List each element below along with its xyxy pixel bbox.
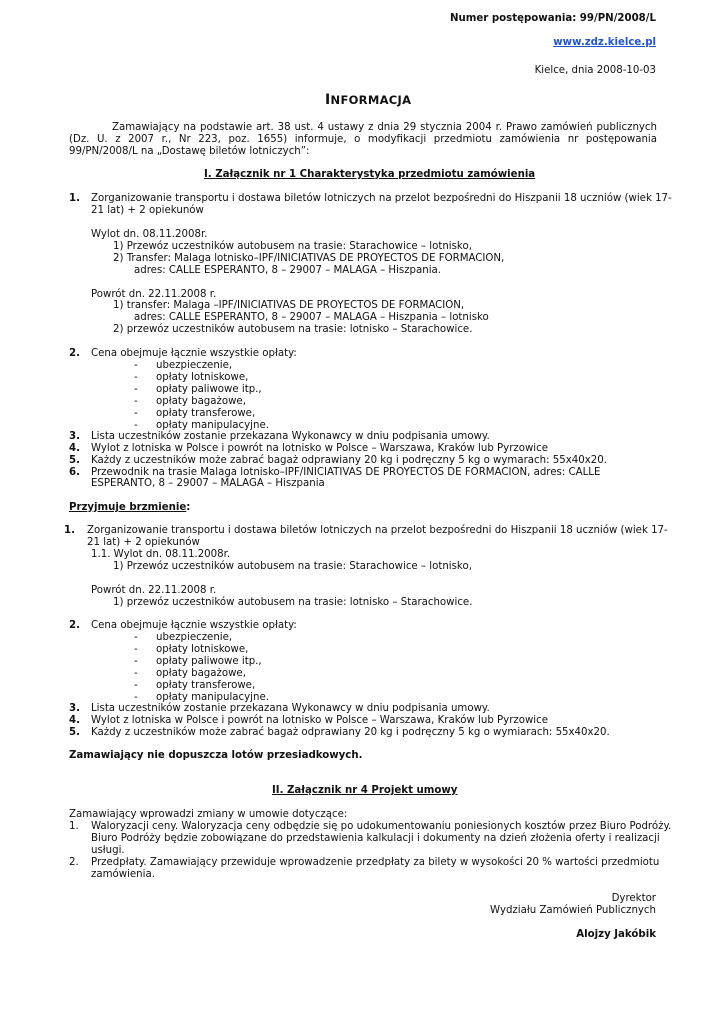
accepted-return-label: Powrót dn. 22.11.2008 r. — [91, 585, 217, 596]
accepted-item2-text: Cena obejmuje łącznie wszystkie opłaty: — [91, 620, 297, 631]
section1-item1-number: 1. — [69, 193, 80, 204]
section1-item6-number: 6. — [69, 467, 80, 478]
signature-name: Alojzy Jakóbik — [576, 929, 656, 940]
section2-intro: Zamawiający wprowadzi zmiany w umowie dotyczące: — [69, 809, 348, 820]
section2-item1-line1: Waloryzacji ceny. Waloryzacja ceny odbędzie się po udokumentowaniu poniesionych kosztów przez Biuro Podróży. — [91, 821, 672, 832]
accepted-fee-item: opłaty bagażowe, — [156, 668, 246, 679]
section1-fee-item: opłaty lotniskowe, — [156, 372, 249, 383]
signature-department: Wydziału Zamówień Publicznych — [490, 905, 656, 916]
section1-item1-line2: 21 lat) + 2 opiekunów — [91, 205, 204, 216]
list-dash: - — [134, 372, 138, 383]
section1-departure-label: Wylot dn. 08.11.2008r. — [91, 229, 208, 240]
accepted-return-step1: 1) przewóz uczestników autobusem na trasie: lotnisko – Starachowice. — [113, 597, 473, 608]
accepted-item1-line2: 21 lat) + 2 opiekunów — [87, 537, 200, 548]
section1-departure-step2: 2) Transfer: Malaga lotnisko–IPF/INICIATIVAS DE PROYECTOS DE FORMACION, — [113, 253, 505, 264]
list-dash: - — [134, 692, 138, 703]
section1-fee-item: ubezpieczenie, — [156, 360, 233, 371]
section1-return-step1: 1) transfer: Malaga –IPF/INICIATIVAS DE PROYECTOS DE FORMACION, — [113, 300, 465, 311]
no-transfers-notice: Zamawiający nie dopuszcza lotów przesiadkowych. — [69, 750, 363, 761]
list-dash: - — [134, 656, 138, 667]
section1-item1-line1: Zorganizowanie transportu i dostawa biletów lotniczych na przelot bezpośredni do Hiszpanii 18 uczniów (wiek 17- — [91, 193, 672, 204]
accepted-item1-number: 1. — [64, 525, 75, 536]
list-dash: - — [134, 360, 138, 371]
section2-item1-line2: Biuro Podróży będzie zobowiązane do przedstawienia kalkulacji i dokumenty na dzień złożenia oferty i realizacji — [91, 833, 660, 844]
section1-heading: I. Załącznik nr 1 Charakterystyka przedmiotu zamówienia — [204, 169, 536, 180]
signature-role: Dyrektor — [611, 893, 656, 904]
section1-item2-number: 2. — [69, 348, 80, 359]
section2-item1-line3: usługi. — [91, 845, 125, 856]
accepted-fee-item: opłaty transferowe, — [156, 680, 256, 691]
list-dash: - — [134, 420, 138, 431]
document-title: INFORMACJA — [325, 92, 412, 108]
accepted-item4-number: 4. — [69, 715, 80, 726]
list-dash: - — [134, 632, 138, 643]
accepted-departure-step1: 1) Przewóz uczestników autobusem na trasie: Starachowice – lotnisko, — [113, 561, 472, 572]
section2-heading: II. Załącznik nr 4 Projekt umowy — [272, 785, 458, 796]
section1-item4-text: Wylot z lotniska w Polsce i powrót na lotnisko w Polsce – Warszawa, Kraków lub Pyrzowice — [91, 443, 548, 454]
intro-paragraph: Zamawiający na podstawie art. 38 ust. 4 ustawy z dnia 29 stycznia 2004 r. Prawo zamówień publicznych (Dz. U. z 2007 r., Nr 223, poz. 1655) informuje, o modyfikacji przedmiotu zamówienia nr postępowania 99/PN/2008/L na „Dostawę biletów lotniczych”: — [69, 122, 657, 157]
case-number: Numer postępowania: 99/PN/2008/L — [449, 13, 656, 24]
accepted-item3-number: 3. — [69, 703, 80, 714]
accepted-item1-line1: Zorganizowanie transportu i dostawa biletów lotniczych na przelot bezpośredni do Hiszpanii 18 uczniów (wiek 17- — [87, 525, 668, 536]
accepted-item3-text: Lista uczestników zostanie przekazana Wykonawcy w dniu podpisania umowy. — [91, 703, 490, 714]
section1-fee-item: opłaty manipulacyjne. — [156, 420, 269, 431]
accepted-fee-item: opłaty lotniskowe, — [156, 644, 249, 655]
section2-item2-line1: Przedpłaty. Zamawiający przewiduje wprowadzenie przedpłaty za bilety w wysokości 20 % wartości przedmiotu — [91, 857, 660, 868]
section1-item6-line1: Przewodnik na trasie Malaga lotnisko–IPF/INICIATIVAS DE PROYECTOS DE FORMACION, adres: CALLE — [91, 467, 601, 478]
list-dash: - — [134, 408, 138, 419]
section1-departure-step1: 1) Przewóz uczestników autobusem na trasie: Starachowice – lotnisko, — [113, 241, 472, 252]
accepted-fee-item: opłaty paliwowe itp., — [156, 656, 262, 667]
section2-item2-line2: zamówienia. — [91, 869, 155, 880]
section1-return-step2: 2) przewóz uczestników autobusem na trasie: lotnisko – Starachowice. — [113, 324, 473, 335]
list-dash: - — [134, 644, 138, 655]
accepted-fee-item: opłaty manipulacyjne. — [156, 692, 269, 703]
section1-departure-step2-address: adres: CALLE ESPERANTO, 8 – 29007 – MALAGA – Hiszpania. — [134, 265, 442, 276]
section1-item4-number: 4. — [69, 443, 80, 454]
accepted-departure-label: 1.1. Wylot dn. 08.11.2008r. — [91, 549, 231, 560]
accepted-heading: Przyjmuje brzmienie: — [69, 502, 191, 513]
accepted-item5-text: Każdy z uczestników może zabrać bagaż odprawiany 20 kg i podręczny 5 kg o wymiarach: 55x40x20. — [91, 727, 610, 738]
section1-item5-number: 5. — [69, 455, 80, 466]
section1-item6-line2: ESPERANTO, 8 – 29007 – MALAGA – Hiszpania — [91, 478, 325, 489]
section1-fee-item: opłaty bagażowe, — [156, 396, 246, 407]
place-date: Kielce, dnia 2008-10-03 — [534, 65, 656, 76]
list-dash: - — [134, 384, 138, 395]
section1-item3-text: Lista uczestników zostanie przekazana Wykonawcy w dniu podpisania umowy. — [91, 431, 490, 442]
list-dash: - — [134, 668, 138, 679]
list-dash: - — [134, 396, 138, 407]
section2-item1-number: 1. — [69, 821, 79, 832]
section1-item2-text: Cena obejmuje łącznie wszystkie opłaty: — [91, 348, 297, 359]
accepted-fee-item: ubezpieczenie, — [156, 632, 233, 643]
section1-return-label: Powrót dn. 22.11.2008 r. — [91, 289, 217, 300]
section1-fee-item: opłaty paliwowe itp., — [156, 384, 262, 395]
section1-fee-item: opłaty transferowe, — [156, 408, 256, 419]
section2-item2-number: 2. — [69, 857, 79, 868]
website-link[interactable]: www.zdz.kielce.pl — [553, 37, 656, 48]
list-dash: - — [134, 680, 138, 691]
section1-item5-text: Każdy z uczestników może zabrać bagaż odprawiany 20 kg i podręczny 5 kg o wymarach: 55x40x20. — [91, 455, 607, 466]
accepted-item5-number: 5. — [69, 727, 80, 738]
section1-return-step1-address: adres: CALLE ESPERANTO, 8 – 29007 – MALAGA – Hiszpania – lotnisko — [134, 312, 489, 323]
section1-item3-number: 3. — [69, 431, 80, 442]
accepted-item2-number: 2. — [69, 620, 80, 631]
accepted-item4-text: Wylot z lotniska w Polsce i powrót na lotnisko w Polsce – Warszawa, Kraków lub Pyrzowice — [91, 715, 548, 726]
